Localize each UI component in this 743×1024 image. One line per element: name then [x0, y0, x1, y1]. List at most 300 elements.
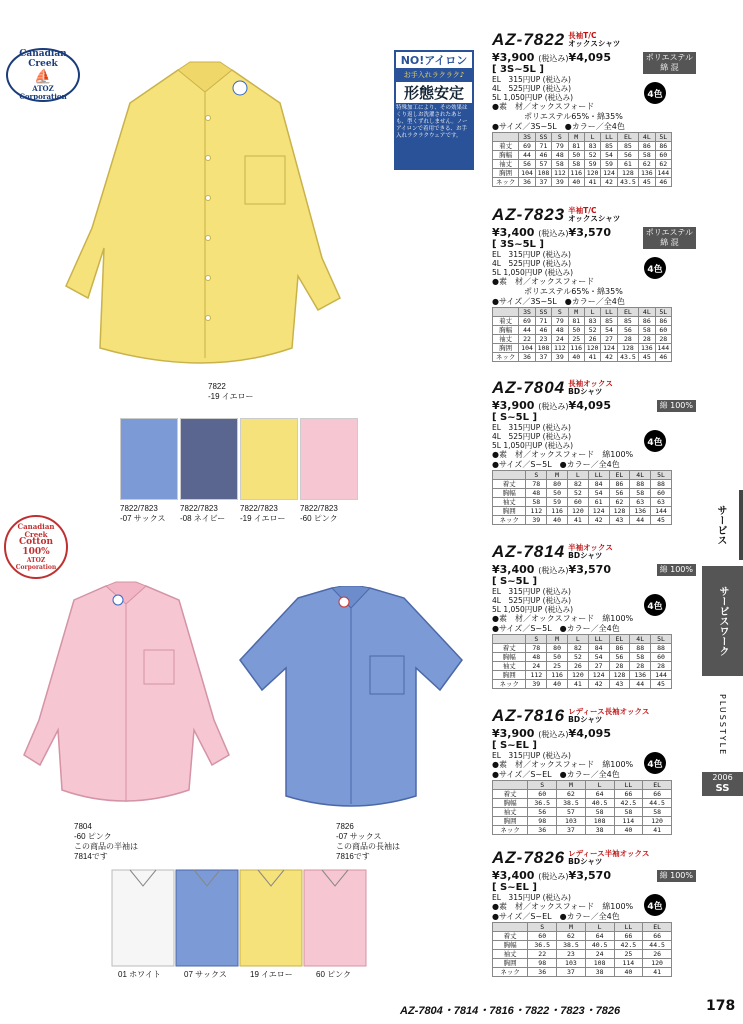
table-cell: 108 [535, 169, 551, 178]
table-cell: 66 [643, 932, 672, 941]
brand-stamp-corp: ATOZ Corporation [19, 83, 67, 101]
product-kind [568, 32, 620, 48]
size-table-header: S [526, 635, 547, 644]
table-row [493, 151, 672, 160]
table-cell: 86 [639, 142, 655, 151]
table-cell: 63 [630, 498, 651, 507]
table-cell: 56 [617, 326, 638, 335]
table-cell: 胸囲 [493, 959, 528, 968]
kind-line-2: オックスシャツ [568, 214, 621, 223]
price-incl: ¥4,095 [568, 727, 611, 740]
table-cell: 112 [526, 671, 547, 680]
page-number: 178 [706, 998, 736, 1014]
table-cell: 胸囲 [493, 344, 519, 353]
table-cell: 120 [643, 959, 672, 968]
table-cell: 103 [557, 817, 586, 826]
table-row [493, 808, 672, 817]
cap-code: 7822/7823 [120, 504, 158, 513]
table-cell: 120 [567, 507, 588, 516]
table-cell: 23 [557, 950, 586, 959]
table-row [493, 142, 672, 151]
table-cell: 41 [584, 353, 600, 362]
table-cell: 116 [568, 169, 584, 178]
cotton-stamp-brand: Canadian Creek [17, 521, 55, 539]
size-surcharge: EL 315円UP (税込み) [492, 751, 571, 760]
size-table-header: EL [643, 923, 672, 932]
swatch-sax [120, 418, 178, 500]
product-block [492, 30, 700, 187]
price-incl: ¥4,095 [568, 51, 611, 64]
table-cell: 56 [617, 151, 638, 160]
table-cell: 着丈 [493, 644, 526, 653]
size-table-header: 4L [630, 471, 651, 480]
size-range: [ S~EL ] [492, 882, 537, 893]
cotton-stamp-corp: ATOZ Corporation [15, 556, 57, 571]
table-cell: 36 [519, 353, 535, 362]
sailboat-icon: ⛵ [34, 68, 52, 85]
table-cell: 胸幅 [493, 653, 526, 662]
table-row [493, 317, 672, 326]
table-cell: 60 [651, 653, 672, 662]
cap-color: -07 サックス [120, 514, 166, 523]
cap-color: -60 ピンク [74, 832, 112, 841]
size-range: [ S~EL ] [492, 740, 537, 751]
product-code: AZ-7823 [492, 205, 566, 224]
table-cell: 41 [643, 826, 672, 835]
table-cell: 着丈 [493, 142, 519, 151]
price-incl: ¥4,095 [568, 399, 611, 412]
table-cell: 38.5 [557, 799, 586, 808]
table-cell: 86 [655, 317, 671, 326]
table-cell: 86 [655, 142, 671, 151]
product-kind [568, 850, 649, 866]
tax-note: (税込み) [538, 730, 569, 739]
table-cell: 58 [639, 151, 655, 160]
spec-line: ●サイズ／S~EL ●カラー／全4色 [492, 770, 620, 779]
size-table-header [493, 308, 519, 317]
table-row [493, 353, 672, 362]
product-kind [568, 380, 613, 396]
table-row [493, 671, 672, 680]
side-tab-servicework [702, 566, 743, 676]
table-cell: 36 [528, 968, 557, 977]
table-cell: 58 [552, 160, 568, 169]
cap-code: 7822/7823 [180, 504, 218, 513]
table-cell: 128 [609, 507, 630, 516]
table-cell: 54 [588, 489, 609, 498]
table-cell: 83 [584, 142, 600, 151]
table-row [493, 662, 672, 671]
table-cell: 27 [588, 662, 609, 671]
size-table [492, 922, 672, 977]
table-cell: 120 [643, 817, 672, 826]
table-cell: 83 [584, 317, 600, 326]
size-table-header: M [557, 923, 586, 932]
table-row [493, 498, 672, 507]
table-cell: 40.5 [585, 799, 614, 808]
size-table-header: LL [601, 133, 617, 142]
promo-sub: お手入れラクラク♪ [403, 71, 465, 79]
table-cell: 37 [557, 826, 586, 835]
table-row [493, 968, 672, 977]
table-cell: 108 [585, 959, 614, 968]
table-row [493, 489, 672, 498]
table-cell: 58 [630, 653, 651, 662]
size-table-header: S [552, 133, 568, 142]
table-cell: 124 [588, 507, 609, 516]
footer-codes: AZ-7804・7814・7816・7822・7823・7826 [400, 1005, 621, 1017]
cap-color: -07 サックス [336, 832, 382, 841]
table-cell: 41 [584, 178, 600, 187]
size-table-header: LL [588, 471, 609, 480]
table-cell: 58 [639, 326, 655, 335]
spec-line: ●サイズ／S~EL ●カラー／全4色 [492, 912, 620, 921]
size-table-header: 4L [630, 635, 651, 644]
table-cell: 114 [614, 817, 643, 826]
table-cell: 103 [557, 959, 586, 968]
table-cell: 56 [528, 808, 557, 817]
size-range: [ 3S~5L ] [492, 239, 544, 250]
size-table [492, 780, 672, 835]
table-row [493, 817, 672, 826]
size-surcharge: 4L 525円UP (税込み) [492, 84, 572, 93]
table-cell: 54 [601, 151, 617, 160]
table-cell: 40 [568, 178, 584, 187]
table-cell: 45 [639, 178, 655, 187]
table-cell: 58 [614, 808, 643, 817]
spec-line: ●サイズ／3S~5L ●カラー／全4色 [492, 122, 625, 131]
table-cell: 108 [585, 817, 614, 826]
table-cell: 24 [552, 335, 568, 344]
promo-box [394, 50, 474, 170]
table-cell: 124 [588, 671, 609, 680]
season-badge [702, 772, 743, 796]
table-cell: 71 [535, 317, 551, 326]
table-cell: 50 [547, 653, 568, 662]
table-cell: ネック [493, 968, 528, 977]
table-cell: 88 [651, 644, 672, 653]
size-table-header [493, 923, 528, 932]
table-cell: 48 [552, 326, 568, 335]
size-table-header: L [585, 923, 614, 932]
table-cell: 着丈 [493, 317, 519, 326]
size-range: [ S~5L ] [492, 576, 538, 587]
size-table-header: EL [609, 471, 630, 480]
size-table-header: EL [617, 133, 638, 142]
table-cell: 着丈 [493, 790, 528, 799]
table-cell: 28 [651, 662, 672, 671]
table-cell: 85 [601, 142, 617, 151]
promo-head: NO!アイロン [396, 52, 472, 68]
size-table-header: L [584, 308, 600, 317]
table-cell: 27 [601, 335, 617, 344]
blue-caption [336, 822, 400, 862]
table-cell: 61 [617, 160, 638, 169]
size-table-header: S [552, 308, 568, 317]
blue-shirt-image [236, 586, 466, 816]
table-cell: 40.5 [585, 941, 614, 950]
size-surcharge: 4L 525円UP (税込み) [492, 596, 572, 605]
main-caption [208, 382, 253, 402]
table-cell: 80 [547, 480, 568, 489]
size-table [492, 132, 672, 187]
table-cell: 着丈 [493, 480, 526, 489]
size-surcharge: 5L 1,050円UP (税込み) [492, 605, 574, 614]
color-count-badge: 4色 [644, 894, 666, 916]
size-table-header: EL [617, 308, 638, 317]
table-cell: 57 [535, 160, 551, 169]
product-block [492, 706, 700, 835]
table-cell: 46 [655, 178, 671, 187]
table-cell: 86 [639, 317, 655, 326]
size-range: [ 3S~5L ] [492, 64, 544, 75]
main-caption-color: -19 イエロー [208, 392, 254, 401]
table-cell: 63 [651, 498, 672, 507]
table-cell: 88 [630, 480, 651, 489]
size-table-header: M [557, 781, 586, 790]
size-table-header: L [567, 471, 588, 480]
table-cell: 144 [655, 344, 671, 353]
side-tab-service-label: サービス [715, 505, 726, 545]
table-cell: 81 [568, 317, 584, 326]
table-cell: 39 [552, 353, 568, 362]
size-table [492, 470, 672, 525]
size-table-header: LL [614, 923, 643, 932]
table-cell: 胸囲 [493, 671, 526, 680]
product-kind [568, 207, 620, 223]
spec-line: ●サイズ／S~5L ●カラー／全4色 [492, 460, 620, 469]
table-cell: 41 [643, 968, 672, 977]
table-cell: 28 [655, 335, 671, 344]
size-table-header [493, 635, 526, 644]
size-surcharge: 5L 1,050円UP (税込み) [492, 268, 574, 277]
price: ¥3,900 [492, 727, 535, 740]
product-code: AZ-7814 [492, 542, 566, 561]
table-cell: 胸幅 [493, 799, 528, 808]
price-incl: ¥3,570 [568, 226, 611, 239]
table-cell: 23 [535, 335, 551, 344]
size-surcharge: 4L 525円UP (税込み) [492, 259, 572, 268]
table-cell: 120 [584, 169, 600, 178]
table-cell: 40 [614, 826, 643, 835]
table-cell: 39 [526, 680, 547, 689]
size-table-header: M [547, 635, 568, 644]
table-row [493, 169, 672, 178]
table-cell: 78 [526, 644, 547, 653]
tax-note: (税込み) [538, 54, 569, 63]
table-cell: 25 [614, 950, 643, 959]
spec-line: ●素 材／オックスフォード 綿100% [492, 902, 634, 911]
table-cell: 60 [655, 326, 671, 335]
swatch-yellow [240, 418, 298, 500]
table-cell: 86 [609, 644, 630, 653]
price-incl: ¥3,570 [568, 563, 611, 576]
pink-caption [74, 822, 138, 862]
table-cell: 22 [519, 335, 535, 344]
table-cell: 58 [568, 160, 584, 169]
side-plusstyle [702, 680, 743, 770]
table-cell: 104 [519, 169, 535, 178]
kind-line-1: 長袖T/C [568, 31, 597, 40]
table-cell: 58 [630, 489, 651, 498]
color-count-badge: 4色 [644, 82, 666, 104]
table-cell: 79 [552, 142, 568, 151]
table-cell: 39 [526, 516, 547, 525]
cap-color: -08 ネイビー [180, 514, 226, 523]
kind-line-2: BDシャツ [568, 857, 603, 866]
size-table-header: 5L [651, 635, 672, 644]
table-cell: 42 [601, 353, 617, 362]
size-table-header: 4L [639, 133, 655, 142]
table-cell: 48 [526, 489, 547, 498]
tax-note: (税込み) [538, 566, 569, 575]
size-table-header: EL [609, 635, 630, 644]
table-cell: 52 [584, 151, 600, 160]
size-surcharge: 4L 525円UP (税込み) [492, 432, 572, 441]
table-cell: 52 [567, 489, 588, 498]
table-cell: 62 [655, 160, 671, 169]
table-cell: 40 [547, 516, 568, 525]
table-cell: 43 [609, 516, 630, 525]
product-code: AZ-7822 [492, 30, 566, 49]
table-cell: 袖丈 [493, 950, 528, 959]
table-cell: 46 [535, 326, 551, 335]
table-cell: 28 [630, 662, 651, 671]
table-cell: 60 [567, 498, 588, 507]
table-cell: 54 [588, 653, 609, 662]
product-code: AZ-7826 [492, 848, 566, 867]
cap-note: この商品の半袖は [74, 842, 138, 851]
table-cell: 59 [584, 160, 600, 169]
table-cell: 144 [651, 507, 672, 516]
table-cell: 胸幅 [493, 151, 519, 160]
table-cell: 42 [601, 178, 617, 187]
table-cell: 40 [568, 353, 584, 362]
table-cell: 62 [639, 160, 655, 169]
size-surcharge: EL 315円UP (税込み) [492, 893, 571, 902]
table-cell: 44 [630, 680, 651, 689]
table-cell: 胸囲 [493, 817, 528, 826]
material-badge: 綿 100% [657, 564, 696, 576]
product-code: AZ-7816 [492, 706, 566, 725]
kind-line-1: 半袖オックス [568, 543, 613, 552]
cap-code: 7804 [74, 822, 92, 831]
table-cell: 胸囲 [493, 507, 526, 516]
swatch-caption-3 [240, 504, 285, 524]
table-cell: 52 [567, 653, 588, 662]
table-cell: 114 [614, 959, 643, 968]
table-cell: 46 [535, 151, 551, 160]
price-line [492, 727, 700, 740]
bottom-shirts-image [110, 866, 375, 968]
cap-code: 7826 [336, 822, 354, 831]
kind-line-2: BDシャツ [568, 551, 603, 560]
size-table-header: L [567, 635, 588, 644]
table-row [493, 326, 672, 335]
table-cell: 108 [535, 344, 551, 353]
size-table-header: S [528, 923, 557, 932]
spec-line: ポリエステル65%・綿35% [492, 112, 623, 121]
table-cell: 79 [552, 317, 568, 326]
table-cell: 着丈 [493, 932, 528, 941]
size-table-header: SS [535, 133, 551, 142]
table-cell: 69 [519, 317, 535, 326]
table-cell: 胸幅 [493, 489, 526, 498]
table-cell: 40 [547, 680, 568, 689]
table-cell: 42 [588, 680, 609, 689]
color-count-badge: 4色 [644, 430, 666, 452]
table-cell: 胸幅 [493, 941, 528, 950]
size-table [492, 307, 672, 362]
table-cell: 128 [609, 671, 630, 680]
price-incl: ¥3,570 [568, 869, 611, 882]
table-row [493, 826, 672, 835]
table-cell: 60 [655, 151, 671, 160]
size-table-header [493, 781, 528, 790]
tax-note: (税込み) [538, 872, 569, 881]
swatch-pink [300, 418, 358, 500]
yellow-shirt-image [60, 48, 350, 378]
table-cell: 128 [617, 344, 638, 353]
kind-line-1: レディース半袖オックス [568, 849, 650, 858]
tax-note: (税込み) [538, 402, 569, 411]
price: ¥3,400 [492, 226, 535, 239]
table-cell: 42.5 [614, 799, 643, 808]
size-table-header [493, 133, 519, 142]
table-row [493, 516, 672, 525]
bottom-caption-2: 07 サックス [184, 970, 227, 979]
table-row [493, 932, 672, 941]
material-badge: ポリエステル 綿 混 [643, 52, 696, 74]
table-row [493, 344, 672, 353]
table-cell: 袖丈 [493, 808, 528, 817]
table-cell: 56 [609, 653, 630, 662]
material-badge: 綿 100% [657, 400, 696, 412]
table-cell: 48 [552, 151, 568, 160]
table-cell: 50 [547, 489, 568, 498]
table-cell: 71 [535, 142, 551, 151]
table-cell: 胸囲 [493, 169, 519, 178]
table-cell: 37 [557, 968, 586, 977]
size-table-header: 5L [655, 133, 671, 142]
table-cell: ネック [493, 516, 526, 525]
size-table-header: 4L [639, 308, 655, 317]
size-table-header: M [568, 308, 584, 317]
size-surcharge: EL 315円UP (税込み) [492, 75, 571, 84]
price: ¥3,400 [492, 563, 535, 576]
table-cell: 56 [519, 160, 535, 169]
table-cell: 85 [601, 317, 617, 326]
price: ¥3,900 [492, 399, 535, 412]
table-cell: 136 [639, 169, 655, 178]
product-block [492, 542, 700, 689]
table-cell: 62 [557, 790, 586, 799]
table-cell: 44 [519, 151, 535, 160]
spec-line: ●素 材／オックスフォード [492, 102, 595, 111]
cotton-stamp [4, 515, 68, 579]
table-cell: 45 [639, 353, 655, 362]
table-cell: 36.5 [528, 799, 557, 808]
size-surcharge: 5L 1,050円UP (税込み) [492, 93, 574, 102]
table-cell: 136 [630, 671, 651, 680]
table-cell: 25 [547, 662, 568, 671]
table-cell: 22 [528, 950, 557, 959]
table-cell: ネック [493, 353, 519, 362]
table-cell: 64 [585, 932, 614, 941]
size-table-header: M [568, 133, 584, 142]
table-cell: 44.5 [643, 941, 672, 950]
swatch-caption-2 [180, 504, 225, 524]
